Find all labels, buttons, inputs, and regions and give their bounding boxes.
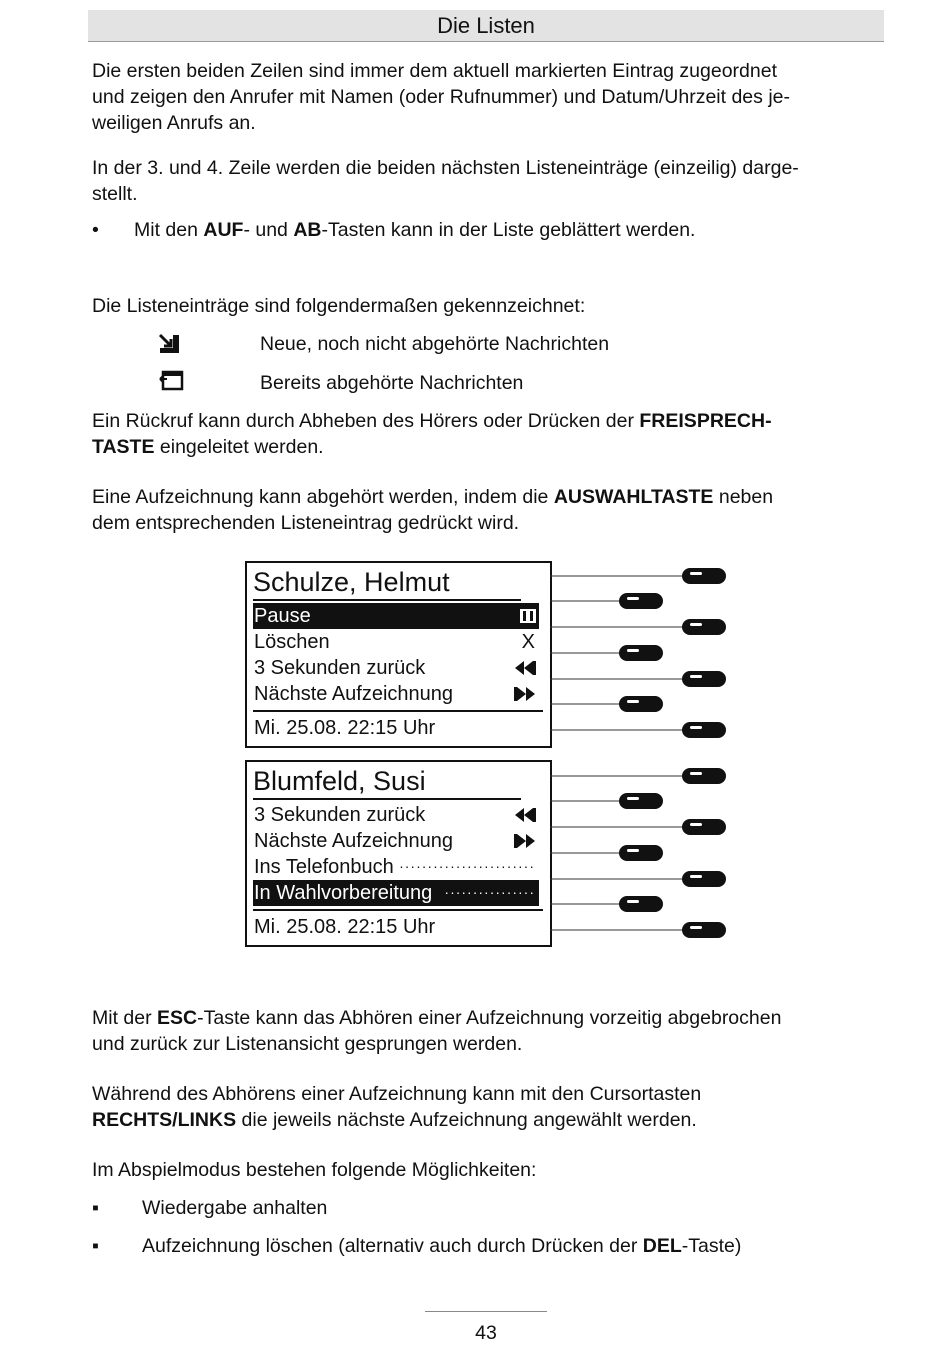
text-line: In der 3. und 4. Zeile werden die beiden nächsten Listeneinträge (einzeilig) darge- — [92, 157, 799, 179]
softkey-highlight — [627, 700, 639, 703]
softkey-highlight — [627, 849, 639, 852]
modes-intro: Im Abspielmodus bestehen folgende Möglichkeiten: — [92, 1159, 537, 1181]
bullet-symbol: • — [92, 219, 99, 241]
caller-name: Schulze, Helmut — [253, 565, 521, 601]
page-title: Die Listen — [437, 13, 535, 38]
square-bullet: ▪ — [92, 1197, 99, 1219]
key-auswahltaste: AUSWAHLTASTE — [553, 486, 714, 508]
menu-item-label: Nächste Aufzeichnung — [254, 830, 454, 852]
text-span: Mit den — [134, 219, 204, 241]
text-line: und zeigen den Anrufer mit Namen (oder Rufnummer) und Datum/Uhrzeit des je- — [92, 86, 790, 108]
key-del: DEL — [642, 1235, 682, 1257]
text-span: die jeweils nächste Aufzeichnung angewählt werden. — [236, 1109, 697, 1131]
menu-item-label: 3 Sekunden zurück — [254, 804, 426, 826]
legend-intro: Die Listeneinträge sind folgendermaßen gekennzeichnet: — [92, 295, 586, 317]
date-time: Mi. 25.08. 22:15 Uhr — [254, 916, 436, 938]
softkey-highlight — [627, 797, 639, 800]
softkey-highlight — [690, 823, 702, 826]
key-slash: / — [172, 1109, 178, 1131]
menu-item-label: 3 Sekunden zurück — [254, 657, 426, 679]
softkey-button-13[interactable] — [619, 896, 663, 912]
text-line: weiligen Anrufs an. — [92, 112, 256, 134]
softkey-highlight — [690, 926, 702, 929]
text-line: Während des Abhörens einer Aufzeichnung kann mit den Cursortasten — [92, 1083, 702, 1105]
mode-item-anhalten: Wiedergabe anhalten — [142, 1197, 328, 1219]
text-line — [92, 1005, 882, 1031]
softkey-button-5[interactable] — [682, 671, 726, 687]
text-span: eingeleitet werden. — [154, 436, 324, 458]
cursor-paragraph — [92, 1081, 882, 1133]
softkey-highlight — [690, 875, 702, 878]
key-auf: AUF — [203, 219, 244, 241]
text-span: -Taste kann das Abhören einer Aufzeichnung vorzeitig abgebrochen — [197, 1007, 782, 1029]
text-span: Mit der — [92, 1007, 158, 1029]
softkey-button-4[interactable] — [619, 645, 663, 661]
menu-item-label: Nächste Aufzeichnung — [254, 683, 454, 705]
footer-divider — [425, 1311, 547, 1312]
softkey-button-11[interactable] — [619, 845, 663, 861]
text-span: Eine Aufzeichnung kann abgehört werden, indem die — [92, 486, 554, 508]
softkey-button-14[interactable] — [682, 922, 726, 938]
softkey-button-10[interactable] — [682, 819, 726, 835]
text-line: stellt. — [92, 183, 138, 205]
menu-item-label: Pause — [254, 605, 311, 627]
softkey-highlight — [690, 572, 702, 575]
text-line — [92, 1107, 882, 1133]
softkey-highlight — [627, 900, 639, 903]
key-rechts: RECHTS — [92, 1109, 173, 1131]
text-span: Ein Rückruf kann durch Abheben des Hörers oder Drücken der — [92, 410, 640, 432]
softkey-highlight — [627, 649, 639, 652]
legend-text-new: Neue, noch nicht abgehörte Nachrichten — [260, 333, 610, 355]
page-number: 43 — [475, 1322, 497, 1344]
softkey-button-7[interactable] — [682, 722, 726, 738]
esc-paragraph — [92, 1005, 882, 1057]
softkey-button-9[interactable] — [619, 793, 663, 809]
key-taste: TASTE — [92, 436, 155, 458]
text-span: neben — [713, 486, 774, 508]
menu-item-label: In Wahlvorbereitung — [254, 882, 433, 904]
text-line: und zurück zur Listenansicht gesprungen werden. — [92, 1033, 523, 1055]
text-span: Aufzeichnung löschen (alternativ auch durch Drücken der — [142, 1235, 643, 1257]
softkey-highlight — [690, 726, 702, 729]
key-ab: AB — [293, 219, 322, 241]
delete-x-symbol: X — [521, 631, 535, 653]
dotted-leader: ················ — [444, 884, 535, 900]
text-line: Die ersten beiden Zeilen sind immer dem aktuell markierten Eintrag zugeordnet — [92, 60, 778, 82]
softkey-highlight — [690, 772, 702, 775]
key-freisprech: FREISPRECH- — [639, 410, 772, 432]
text-span: - und — [243, 219, 294, 241]
menu-item-label: Ins Telefonbuch — [254, 856, 394, 878]
menu-item-label: Löschen — [254, 631, 330, 653]
text-line: dem entsprechenden Listeneintrag gedrückt wird. — [92, 512, 520, 534]
square-bullet: ▪ — [92, 1235, 99, 1257]
text-span: -Tasten kann in der Liste geblättert werden. — [321, 219, 696, 241]
softkey-highlight — [690, 623, 702, 626]
dotted-leader: ························ — [399, 858, 535, 874]
softkey-highlight — [690, 675, 702, 678]
mode-item-loeschen — [142, 1233, 882, 1259]
softkey-button-3[interactable] — [682, 619, 726, 635]
softkey-button-2[interactable] — [619, 593, 663, 609]
softkey-button-6[interactable] — [619, 696, 663, 712]
text-span: -Taste) — [681, 1235, 742, 1257]
softkey-highlight — [627, 597, 639, 600]
softkey-button-8[interactable] — [682, 768, 726, 784]
key-esc: ESC — [157, 1007, 198, 1029]
softkey-button-12[interactable] — [682, 871, 726, 887]
key-links: LINKS — [177, 1109, 237, 1131]
legend-text-played: Bereits abgehörte Nachrichten — [260, 372, 524, 394]
softkey-button-1[interactable] — [682, 568, 726, 584]
caller-name: Blumfeld, Susi — [253, 764, 521, 800]
date-time: Mi. 25.08. 22:15 Uhr — [254, 717, 436, 739]
